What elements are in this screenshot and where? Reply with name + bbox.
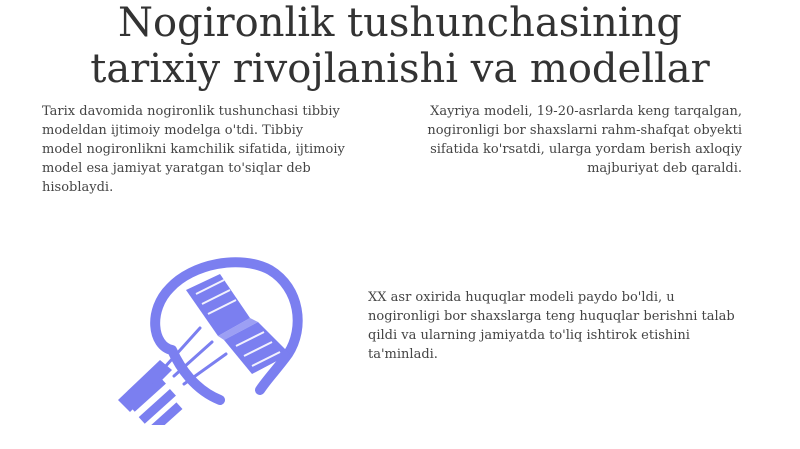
lightbulb-book-icon [100,250,310,425]
title-line-1: Nogironlik tushunchasining [118,0,682,46]
slide-title [0,0,800,92]
title-line-2: tarixiy rivojlanishi va modellar [90,46,710,92]
paragraph-right: Xayriya modeli, 19-20-asrlarda keng tarqalgan, nogironligi bor shaxslarni rahm-shafqat obyekti sifatida ko'rsatdi, ularga yordam berish axloqiy majburiyat deb qaraldi. [427,104,742,176]
paragraph-bottom: XX asr oxirida huquqlar modeli paydo bo'ldi, u nogironligi bor shaxslarga teng huquqlar berishni talab qildi va ularning jamiyatda to'liq ishtirok etishini ta'minladi. [368,290,735,362]
paragraph-left: Tarix davomida nogironlik tushunchasi tibbiy modeldan ijtimoiy modelga o'tdi. Tibbiy model nogironlikni kamchilik sifatida, ijtimoiy model esa jamiyat yaratgan to'siqlar deb hisoblaydi. [42,104,345,195]
